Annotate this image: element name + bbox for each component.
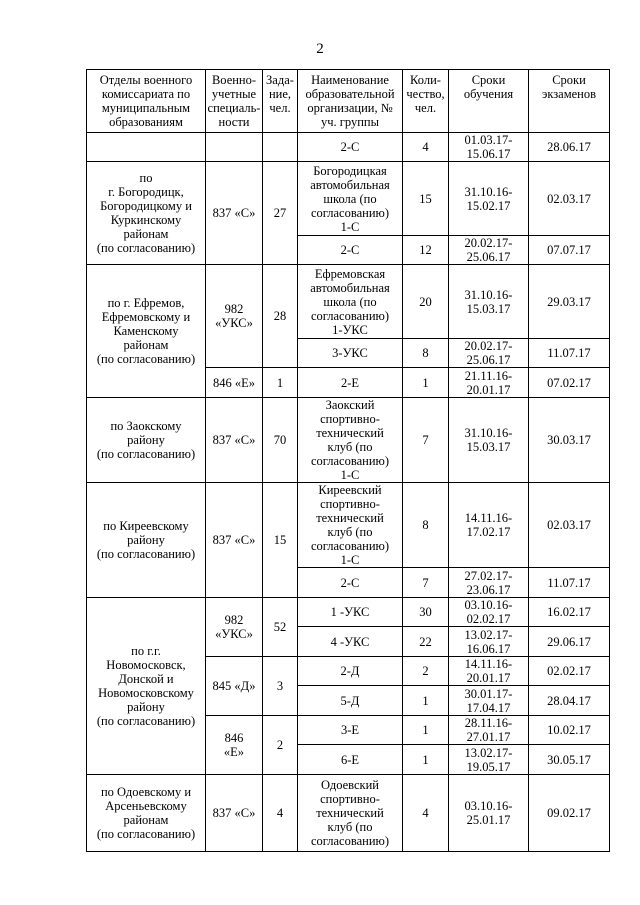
header-departments: Отделы военного комиссариата по муниципальным образованиям — [87, 70, 206, 133]
training-period-cell: 13.02.17- 19.05.17 — [449, 745, 529, 775]
count-cell: 30 — [403, 598, 449, 627]
organization-cell: Одоевский спортивно- технический клуб (по согласованию) — [298, 775, 403, 852]
training-period-cell: 14.11.16- 20.01.17 — [449, 657, 529, 686]
organization-cell: 5-Д — [298, 686, 403, 716]
exam-date-cell: 02.03.17 — [529, 483, 610, 568]
count-cell: 8 — [403, 339, 449, 368]
count-cell: 8 — [403, 483, 449, 568]
organization-cell: 1 -УКС — [298, 598, 403, 627]
count-cell: 1 — [403, 686, 449, 716]
training-period-cell: 21.11.16- 20.01.17 — [449, 368, 529, 398]
department-cell: по г. Ефремов, Ефремовскому и Каменскому районам (по согласованию) — [87, 265, 206, 398]
specialty-cell: 845 «Д» — [206, 657, 263, 716]
count-cell: 7 — [403, 398, 449, 483]
organization-cell: 2-С — [298, 133, 403, 162]
task-cell: 1 — [263, 368, 298, 398]
training-period-cell: 31.10.16- 15.02.17 — [449, 162, 529, 236]
table-row — [87, 162, 610, 236]
table-row — [87, 598, 610, 627]
table-row — [87, 483, 610, 568]
organization-cell: Богородицкая автомобильная школа (по согласованию) 1-С — [298, 162, 403, 236]
organization-cell: 4 -УКС — [298, 627, 403, 657]
training-period-cell: 03.10.16- 02.02.17 — [449, 598, 529, 627]
task-cell: 52 — [263, 598, 298, 657]
training-period-cell: 27.02.17- 23.06.17 — [449, 568, 529, 598]
table-row — [87, 133, 610, 162]
training-period-cell: 31.10.16- 15.03.17 — [449, 398, 529, 483]
task-cell: 15 — [263, 483, 298, 598]
task-cell: 28 — [263, 265, 298, 368]
organization-cell: Киреевский спортивно- технический клуб (по согласованию) 1-С — [298, 483, 403, 568]
department-cell: по Киреевскому району (по согласованию) — [87, 483, 206, 598]
header-organization: Наименование образовательной организации, № уч. группы — [298, 70, 403, 133]
task-cell: 27 — [263, 162, 298, 265]
task-cell: 4 — [263, 775, 298, 852]
training-schedule-table — [86, 69, 610, 852]
organization-cell: Ефремовская автомобильная школа (по согласованию) 1-УКС — [298, 265, 403, 339]
header-specialties: Военно- учетные специаль- ности — [206, 70, 263, 133]
exam-date-cell: 29.06.17 — [529, 627, 610, 657]
department-cell: по Заокскому району (по согласованию) — [87, 398, 206, 483]
exam-date-cell: 29.03.17 — [529, 265, 610, 339]
training-period-cell: 14.11.16- 17.02.17 — [449, 483, 529, 568]
count-cell: 12 — [403, 236, 449, 265]
header-count: Коли- чество, чел. — [403, 70, 449, 133]
header-exam-period: Сроки экзаменов — [529, 70, 610, 133]
training-period-cell: 20.02.17- 25.06.17 — [449, 339, 529, 368]
specialty-cell — [206, 133, 263, 162]
exam-date-cell: 11.07.17 — [529, 339, 610, 368]
exam-date-cell: 02.02.17 — [529, 657, 610, 686]
task-cell: 2 — [263, 716, 298, 775]
training-period-cell: 01.03.17- 15.06.17 — [449, 133, 529, 162]
organization-cell: Заокский спортивно- технический клуб (по согласованию) 1-С — [298, 398, 403, 483]
header-training-period: Сроки обучения — [449, 70, 529, 133]
table-row — [87, 265, 610, 339]
count-cell: 1 — [403, 745, 449, 775]
training-period-cell: 30.01.17- 17.04.17 — [449, 686, 529, 716]
specialty-cell: 837 «С» — [206, 483, 263, 598]
count-cell: 22 — [403, 627, 449, 657]
department-cell — [87, 133, 206, 162]
count-cell: 15 — [403, 162, 449, 236]
table-header-row — [87, 70, 610, 133]
organization-cell: 6-Е — [298, 745, 403, 775]
count-cell: 4 — [403, 775, 449, 852]
exam-date-cell: 02.03.17 — [529, 162, 610, 236]
page-number: 2 — [316, 41, 324, 57]
task-cell: 3 — [263, 657, 298, 716]
table-row — [87, 775, 610, 852]
training-period-cell: 03.10.16- 25.01.17 — [449, 775, 529, 852]
training-period-cell: 20.02.17- 25.06.17 — [449, 236, 529, 265]
count-cell: 2 — [403, 657, 449, 686]
exam-date-cell: 07.02.17 — [529, 368, 610, 398]
organization-cell: 2-Е — [298, 368, 403, 398]
exam-date-cell: 28.06.17 — [529, 133, 610, 162]
exam-date-cell: 30.05.17 — [529, 745, 610, 775]
count-cell: 1 — [403, 368, 449, 398]
organization-cell: 2-Д — [298, 657, 403, 686]
count-cell: 7 — [403, 568, 449, 598]
exam-date-cell: 11.07.17 — [529, 568, 610, 598]
exam-date-cell: 28.04.17 — [529, 686, 610, 716]
table-row — [87, 398, 610, 483]
count-cell: 1 — [403, 716, 449, 745]
training-period-cell: 31.10.16- 15.03.17 — [449, 265, 529, 339]
specialty-cell: 982 «УКС» — [206, 265, 263, 368]
organization-cell: 3-Е — [298, 716, 403, 745]
count-cell: 4 — [403, 133, 449, 162]
specialty-cell: 982 «УКС» — [206, 598, 263, 657]
exam-date-cell: 30.03.17 — [529, 398, 610, 483]
training-period-cell: 13.02.17- 16.06.17 — [449, 627, 529, 657]
specialty-cell: 837 «С» — [206, 775, 263, 852]
organization-cell: 3-УКС — [298, 339, 403, 368]
specialty-cell: 846 «Е» — [206, 368, 263, 398]
specialty-cell: 837 «С» — [206, 398, 263, 483]
exam-date-cell: 09.02.17 — [529, 775, 610, 852]
header-task: Зада- ние, чел. — [263, 70, 298, 133]
exam-date-cell: 07.07.17 — [529, 236, 610, 265]
organization-cell: 2-С — [298, 236, 403, 265]
training-period-cell: 28.11.16- 27.01.17 — [449, 716, 529, 745]
task-cell — [263, 133, 298, 162]
organization-cell: 2-С — [298, 568, 403, 598]
specialty-cell: 837 «С» — [206, 162, 263, 265]
department-cell: по г. Богородицк, Богородицкому и Куркинскому районам (по согласованию) — [87, 162, 206, 265]
count-cell: 20 — [403, 265, 449, 339]
task-cell: 70 — [263, 398, 298, 483]
department-cell: по Одоевскому и Арсеньевскому районам (по согласованию) — [87, 775, 206, 852]
exam-date-cell: 10.02.17 — [529, 716, 610, 745]
exam-date-cell: 16.02.17 — [529, 598, 610, 627]
department-cell: по г.г. Новомосковск, Донской и Новомосковскому району (по согласованию) — [87, 598, 206, 775]
specialty-cell: 846 «Е» — [206, 716, 263, 775]
